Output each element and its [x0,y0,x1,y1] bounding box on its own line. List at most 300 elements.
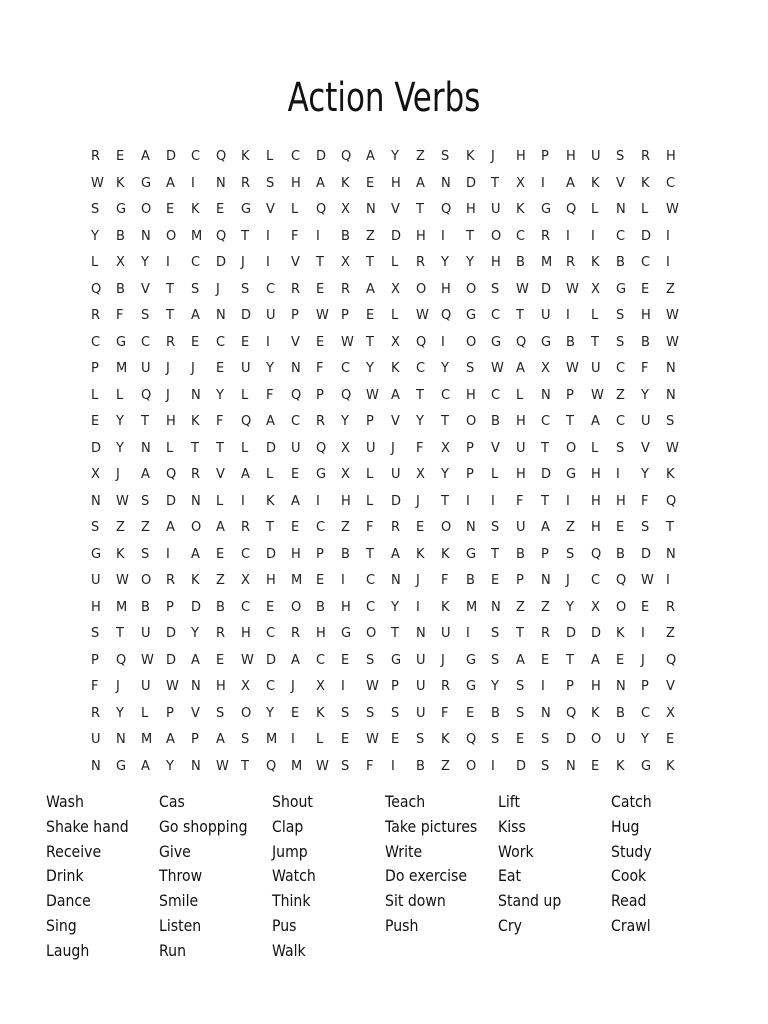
grid-letter: Z [216,573,225,589]
grid-letter: N [666,546,676,562]
grid-letter: H [416,228,426,244]
grid-row [91,383,691,410]
grid-letter: P [566,679,574,695]
grid-letter: X [591,281,600,297]
grid-letter: O [616,599,627,615]
grid-letter: W [366,679,379,695]
grid-letter: B [491,705,500,721]
grid-letter: Q [616,573,627,589]
grid-row [91,727,691,754]
word-list-column [385,790,498,964]
grid-letter: W [116,573,129,589]
grid-letter: E [316,573,325,589]
grid-letter: K [116,546,125,562]
word-list [46,790,746,964]
word-list-item: Run [159,940,187,960]
grid-letter: X [91,467,100,483]
grid-letter: D [316,149,327,165]
grid-letter: I [666,255,670,271]
grid-letter: N [216,308,226,324]
grid-letter: O [191,520,202,536]
grid-row [91,409,691,436]
grid-letter: U [141,679,151,695]
grid-letter: U [591,149,601,165]
grid-letter: H [466,387,476,403]
grid-letter: U [416,652,426,668]
grid-letter: Q [266,758,277,774]
grid-letter: U [541,308,551,324]
grid-letter: A [316,175,325,191]
grid-letter: D [591,626,602,642]
grid-letter: Q [166,467,177,483]
grid-letter: R [91,705,101,721]
grid-letter: I [266,228,270,244]
grid-letter: Y [116,440,124,456]
grid-letter: X [391,334,400,350]
grid-letter: X [416,467,425,483]
grid-letter: H [466,202,476,218]
grid-letter: Z [541,599,550,615]
grid-letter: D [166,626,177,642]
grid-letter: U [241,361,251,377]
grid-letter: D [166,652,177,668]
word-list-item: Write [385,841,423,861]
word-list-item: Watch [272,866,316,886]
grid-letter: K [591,255,600,271]
grid-letter: I [166,255,170,271]
grid-letter: S [91,626,100,642]
grid-letter: N [541,387,551,403]
grid-letter: H [591,493,601,509]
grid-letter: J [416,573,420,589]
grid-letter: P [91,652,99,668]
grid-letter: X [341,440,350,456]
grid-letter: R [241,520,251,536]
grid-letter: K [316,705,325,721]
grid-row [91,197,691,224]
grid-letter: R [91,149,101,165]
grid-letter: F [366,520,374,536]
grid-letter: A [366,281,375,297]
word-list-item: Shout [272,792,313,811]
grid-letter: I [666,228,670,244]
grid-row [91,250,691,277]
grid-letter: T [591,334,599,350]
grid-letter: C [616,361,626,377]
grid-letter: L [266,467,274,483]
page-title: Action Verbs [287,75,481,121]
grid-letter: T [516,308,524,324]
grid-letter: W [416,308,429,324]
grid-letter: U [416,679,426,695]
grid-letter: E [266,599,275,615]
grid-letter: S [491,626,500,642]
grid-letter: A [291,493,300,509]
grid-letter: W [666,440,679,456]
grid-letter: G [491,334,502,350]
grid-letter: A [266,414,275,430]
grid-letter: W [316,758,329,774]
word-list-item: Lift [498,792,520,811]
grid-row [91,754,691,781]
grid-letter: S [566,546,575,562]
grid-letter: Z [666,626,675,642]
grid-letter: J [166,361,170,377]
grid-letter: Z [441,758,450,774]
grid-letter: O [466,414,477,430]
grid-letter: W [216,758,229,774]
grid-letter: P [566,387,574,403]
grid-letter: R [316,414,326,430]
grid-letter: J [491,149,495,165]
grid-letter: I [291,732,295,748]
grid-letter: Y [216,387,224,403]
grid-letter: R [641,149,651,165]
grid-letter: I [591,228,595,244]
grid-letter: E [191,334,200,350]
grid-letter: A [591,414,600,430]
grid-letter: J [241,255,245,271]
grid-letter: H [316,626,326,642]
grid-letter: V [641,440,650,456]
grid-row [91,462,691,489]
grid-letter: G [241,202,252,218]
grid-letter: Q [116,652,127,668]
grid-letter: F [516,493,524,509]
grid-letter: X [441,440,450,456]
grid-letter: A [166,520,175,536]
grid-letter: D [391,493,402,509]
grid-letter: K [666,467,675,483]
grid-letter: U [91,573,101,589]
grid-row [91,648,691,675]
grid-letter: E [116,149,125,165]
grid-letter: D [566,732,577,748]
grid-letter: E [341,732,350,748]
grid-letter: C [241,599,251,615]
grid-letter: C [291,414,301,430]
word-list-item: Receive [46,841,102,861]
grid-letter: J [191,361,195,377]
grid-letter: T [416,387,424,403]
word-list-item: Go shopping [159,816,248,836]
word-list-item: Give [159,841,191,861]
grid-letter: K [666,758,675,774]
grid-letter: S [666,414,675,430]
grid-letter: T [316,255,324,271]
grid-letter: U [391,467,401,483]
grid-letter: N [141,440,151,456]
grid-letter: E [391,732,400,748]
grid-letter: I [541,175,545,191]
grid-letter: I [416,599,420,615]
grid-letter: S [241,732,250,748]
grid-letter: R [441,679,451,695]
grid-letter: B [341,546,350,562]
grid-letter: L [241,440,249,456]
grid-letter: Q [666,493,677,509]
grid-letter: Q [316,440,327,456]
grid-letter: T [416,202,424,218]
grid-letter: R [416,255,426,271]
grid-letter: E [616,520,625,536]
grid-letter: E [491,573,500,589]
grid-letter: V [191,705,200,721]
grid-letter: K [616,758,625,774]
grid-letter: T [191,440,199,456]
grid-letter: N [216,175,226,191]
grid-letter: N [566,758,576,774]
grid-letter: S [491,732,500,748]
grid-letter: F [116,308,124,324]
grid-letter: A [141,758,150,774]
grid-letter: N [491,599,501,615]
grid-row [91,515,691,542]
grid-letter: F [266,387,274,403]
grid-letter: C [641,255,651,271]
grid-letter: N [666,361,676,377]
grid-letter: F [641,361,649,377]
grid-letter: H [391,175,401,191]
grid-letter: P [541,149,549,165]
grid-letter: T [366,546,374,562]
grid-letter: Q [516,334,527,350]
grid-letter: P [291,308,299,324]
grid-letter: P [641,679,649,695]
grid-letter: N [191,493,201,509]
grid-letter: L [116,387,124,403]
grid-letter: F [366,758,374,774]
grid-letter: T [466,228,474,244]
grid-letter: K [191,414,200,430]
grid-letter: M [116,599,128,615]
grid-letter: H [566,149,576,165]
grid-letter: B [616,255,625,271]
grid-letter: T [366,334,374,350]
grid-letter: S [441,149,450,165]
grid-letter: S [541,732,550,748]
grid-letter: O [241,705,252,721]
grid-row [91,595,691,622]
grid-letter: A [391,387,400,403]
grid-letter: E [216,652,225,668]
grid-letter: X [391,281,400,297]
grid-letter: I [391,758,395,774]
grid-letter: M [266,732,278,748]
word-list-column [159,790,272,964]
grid-letter: X [316,679,325,695]
grid-letter: X [241,573,250,589]
grid-letter: G [116,758,127,774]
grid-letter: S [616,440,625,456]
grid-letter: U [441,626,451,642]
grid-letter: O [566,440,577,456]
grid-row [91,542,691,569]
grid-letter: I [266,334,270,350]
grid-letter: W [116,493,129,509]
grid-letter: D [541,281,552,297]
grid-letter: K [466,149,475,165]
grid-letter: K [441,546,450,562]
grid-letter: O [491,228,502,244]
grid-letter: P [191,732,199,748]
grid-letter: X [666,705,675,721]
grid-letter: B [491,414,500,430]
grid-letter: Z [616,387,625,403]
grid-letter: W [491,361,504,377]
grid-letter: I [566,308,570,324]
grid-letter: N [616,202,626,218]
grid-letter: O [416,281,427,297]
grid-letter: S [516,679,525,695]
grid-letter: U [366,440,376,456]
grid-letter: Q [566,705,577,721]
grid-letter: B [141,599,150,615]
grid-letter: K [641,175,650,191]
grid-letter: I [341,573,345,589]
grid-letter: T [166,308,174,324]
grid-letter: H [341,599,351,615]
grid-letter: Y [441,361,449,377]
grid-letter: G [91,546,102,562]
word-list-column [611,790,724,964]
grid-letter: P [466,440,474,456]
grid-letter: J [116,679,120,695]
grid-letter: X [341,202,350,218]
grid-letter: D [216,255,227,271]
grid-letter: B [616,705,625,721]
grid-letter: C [241,546,251,562]
grid-letter: I [316,228,320,244]
word-list-item: Dance [46,891,91,911]
grid-letter: G [116,334,127,350]
grid-letter: O [466,334,477,350]
grid-letter: Q [91,281,102,297]
grid-letter: Y [641,467,649,483]
grid-letter: I [541,679,545,695]
grid-letter: L [241,387,249,403]
grid-letter: T [366,255,374,271]
grid-letter: G [541,202,552,218]
grid-letter: T [391,626,399,642]
grid-letter: C [441,387,451,403]
grid-letter: B [566,334,575,350]
grid-letter: V [141,281,150,297]
grid-letter: V [266,202,275,218]
grid-letter: E [666,732,675,748]
grid-letter: N [616,679,626,695]
grid-letter: L [316,732,324,748]
grid-letter: Q [416,334,427,350]
grid-letter: Q [291,387,302,403]
grid-letter: Y [91,228,99,244]
grid-letter: D [391,228,402,244]
grid-letter: F [216,414,224,430]
grid-letter: X [516,175,525,191]
grid-letter: F [441,705,449,721]
word-search-grid [91,144,691,780]
grid-letter: N [416,626,426,642]
grid-letter: T [566,414,574,430]
grid-letter: X [591,599,600,615]
grid-letter: Z [666,281,675,297]
grid-letter: Z [566,520,575,536]
grid-letter: A [241,467,250,483]
grid-letter: L [591,440,599,456]
grid-letter: R [541,228,551,244]
word-list-item: Cry [498,915,522,935]
grid-letter: S [641,520,650,536]
grid-letter: G [116,202,127,218]
grid-letter: L [266,149,274,165]
word-list-item: Do exercise [385,866,468,886]
grid-letter: R [166,334,176,350]
grid-letter: O [466,758,477,774]
grid-letter: K [191,202,200,218]
grid-letter: D [91,440,102,456]
word-list-item: Read [611,891,647,911]
grid-letter: S [366,652,375,668]
grid-row [91,224,691,251]
grid-row [91,330,691,357]
grid-letter: P [366,414,374,430]
grid-letter: Y [441,255,449,271]
grid-letter: F [641,493,649,509]
grid-letter: O [141,573,152,589]
grid-row [91,489,691,516]
grid-row [91,144,691,171]
grid-letter: I [441,228,445,244]
grid-letter: T [441,493,449,509]
grid-letter: T [241,228,249,244]
grid-letter: A [541,520,550,536]
word-list-item: Sit down [385,891,446,911]
grid-letter: E [316,281,325,297]
grid-letter: N [541,573,551,589]
grid-letter: L [516,387,524,403]
grid-letter: I [491,493,495,509]
grid-letter: X [341,255,350,271]
grid-letter: K [591,705,600,721]
grid-letter: A [191,652,200,668]
grid-letter: N [91,493,101,509]
grid-letter: L [391,255,399,271]
word-list-item: Think [272,891,311,911]
grid-letter: A [391,546,400,562]
grid-letter: I [466,493,470,509]
grid-letter: Y [391,599,399,615]
grid-letter: U [516,440,526,456]
grid-letter: Y [266,705,274,721]
grid-letter: E [216,361,225,377]
grid-letter: E [166,202,175,218]
grid-letter: N [91,758,101,774]
grid-letter: R [341,281,351,297]
grid-letter: P [316,546,324,562]
grid-letter: D [266,440,277,456]
grid-letter: G [341,626,352,642]
grid-letter: Y [641,732,649,748]
grid-letter: N [191,679,201,695]
grid-letter: S [491,652,500,668]
grid-letter: T [116,626,124,642]
grid-letter: S [616,334,625,350]
grid-letter: E [641,281,650,297]
grid-letter: E [291,467,300,483]
grid-letter: U [516,520,526,536]
grid-letter: T [666,520,674,536]
grid-letter: W [141,652,154,668]
